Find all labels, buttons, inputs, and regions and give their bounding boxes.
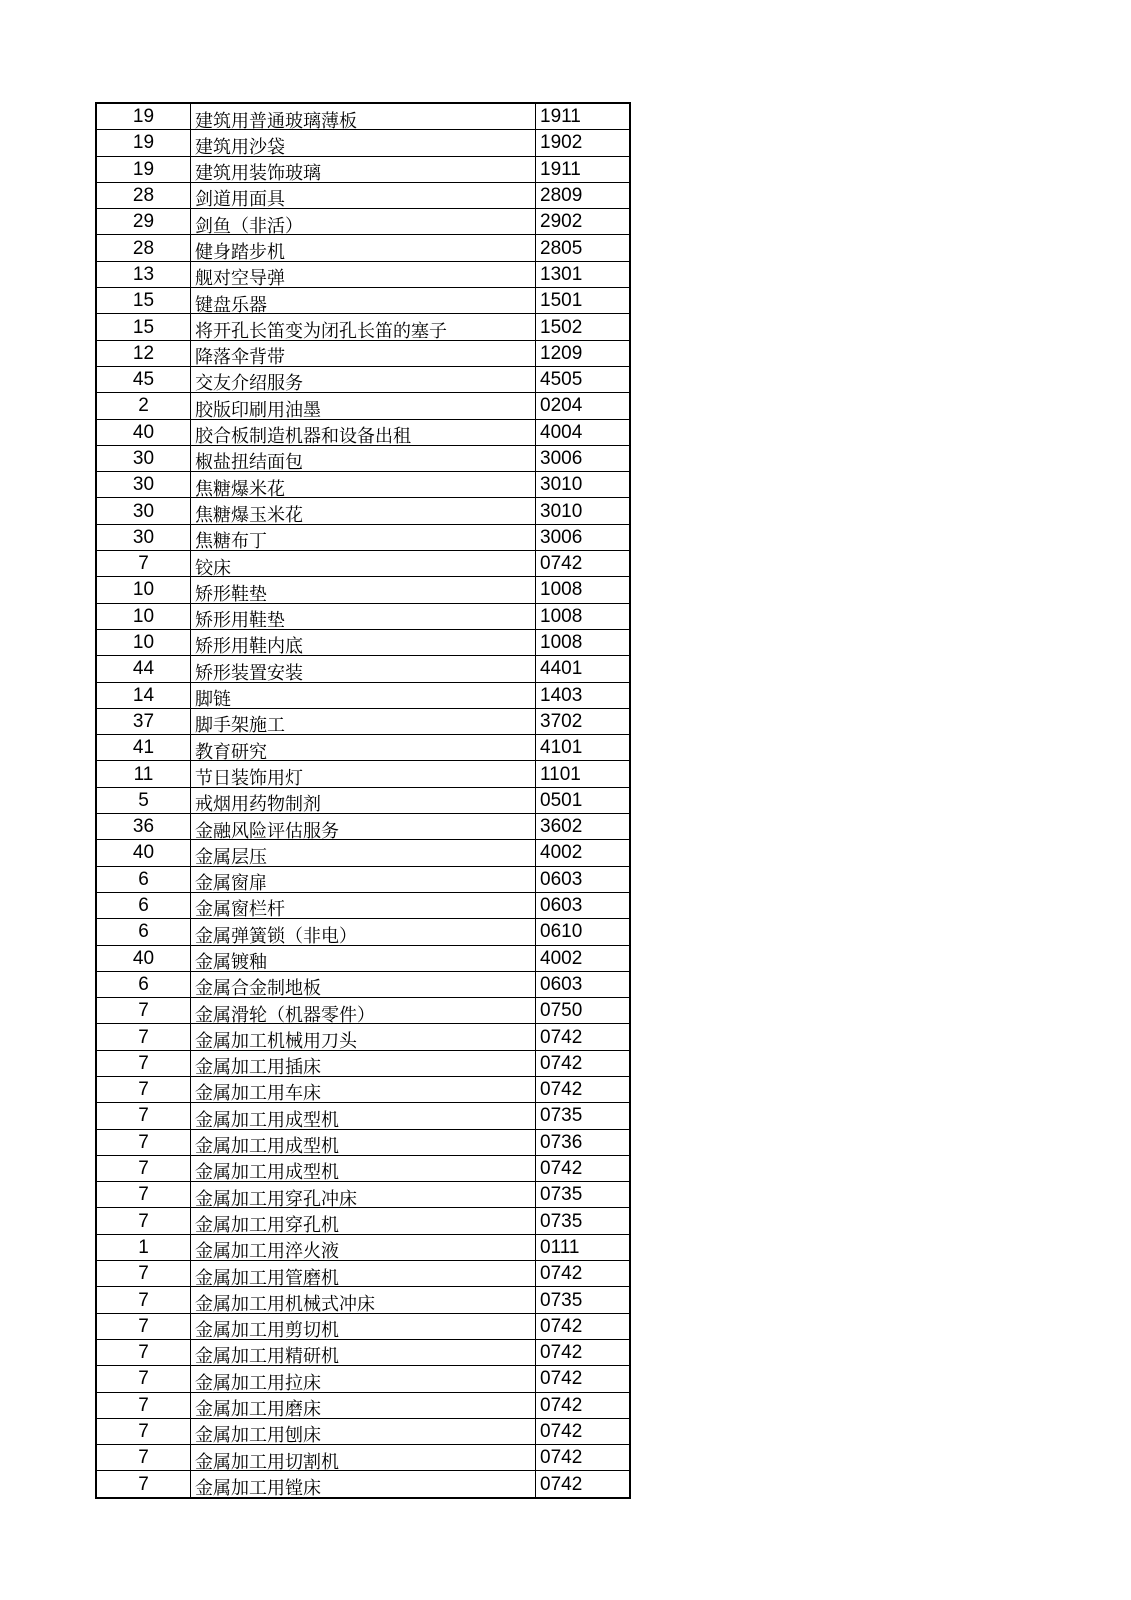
item-name-text: 金属加工用管磨机	[195, 1269, 339, 1287]
item-name-text: 戒烟用药物制剂	[195, 795, 321, 813]
item-name-cell	[191, 103, 536, 130]
group-code-cell: 4401	[536, 656, 631, 682]
class-number-cell: 41	[96, 735, 191, 761]
table-row	[96, 1050, 630, 1076]
table-row	[96, 1445, 630, 1471]
group-code-cell: 3010	[536, 472, 631, 498]
table-row	[96, 366, 630, 392]
table-row	[96, 288, 630, 314]
group-code-cell: 0735	[536, 1287, 631, 1313]
table-row	[96, 1103, 630, 1129]
item-name-text: 舰对空导弹	[195, 269, 285, 287]
item-name-cell	[191, 235, 536, 261]
item-name-cell	[191, 524, 536, 550]
item-name-text: 胶合板制造机器和设备出租	[195, 427, 411, 445]
table-row	[96, 472, 630, 498]
class-number-cell: 19	[96, 130, 191, 156]
item-name-cell	[191, 787, 536, 813]
table-row	[96, 1471, 630, 1498]
item-name-text: 键盘乐器	[195, 296, 267, 314]
class-number-cell: 7	[96, 998, 191, 1024]
item-name-cell	[191, 551, 536, 577]
item-name-text: 降落伞背带	[195, 348, 285, 366]
group-code-cell: 0735	[536, 1208, 631, 1234]
table-row	[96, 103, 630, 130]
item-name-cell	[191, 1208, 536, 1234]
item-name-cell	[191, 735, 536, 761]
group-code-cell: 2809	[536, 182, 631, 208]
group-code-cell: 0603	[536, 892, 631, 918]
group-code-cell: 0735	[536, 1103, 631, 1129]
item-name-text: 矫形用鞋垫	[195, 611, 285, 629]
class-number-cell: 7	[96, 1076, 191, 1102]
table-row	[96, 340, 630, 366]
class-number-cell: 7	[96, 1366, 191, 1392]
table-row	[96, 1261, 630, 1287]
table-row	[96, 1129, 630, 1155]
table-row	[96, 498, 630, 524]
table-row	[96, 577, 630, 603]
class-number-cell: 7	[96, 551, 191, 577]
item-name-cell	[191, 708, 536, 734]
item-name-text: 建筑用装饰玻璃	[195, 164, 321, 182]
table-row	[96, 892, 630, 918]
class-number-cell: 40	[96, 945, 191, 971]
class-number-cell: 44	[96, 656, 191, 682]
class-number-cell: 7	[96, 1313, 191, 1339]
item-name-cell	[191, 393, 536, 419]
table-row	[96, 945, 630, 971]
table-row	[96, 393, 630, 419]
group-code-cell: 1501	[536, 288, 631, 314]
item-name-text: 金属加工用剪切机	[195, 1321, 339, 1339]
group-code-cell: 1209	[536, 340, 631, 366]
table-row	[96, 603, 630, 629]
group-code-cell: 3006	[536, 445, 631, 471]
group-code-cell: 2902	[536, 209, 631, 235]
class-number-cell: 13	[96, 261, 191, 287]
group-code-cell: 0742	[536, 1155, 631, 1181]
item-name-cell	[191, 866, 536, 892]
class-number-cell: 7	[96, 1392, 191, 1418]
class-number-cell: 6	[96, 866, 191, 892]
item-name-cell	[191, 814, 536, 840]
class-number-cell: 7	[96, 1471, 191, 1498]
class-number-cell: 2	[96, 393, 191, 419]
item-name-text: 矫形鞋垫	[195, 585, 267, 603]
group-code-cell: 0742	[536, 1471, 631, 1498]
class-number-cell: 30	[96, 498, 191, 524]
group-code-cell: 1301	[536, 261, 631, 287]
group-code-cell: 3006	[536, 524, 631, 550]
class-number-cell: 7	[96, 1103, 191, 1129]
item-name-cell	[191, 1182, 536, 1208]
group-code-cell: 4505	[536, 366, 631, 392]
class-number-cell: 7	[96, 1339, 191, 1365]
group-code-cell: 0736	[536, 1129, 631, 1155]
group-code-cell: 0742	[536, 1313, 631, 1339]
group-code-cell: 4002	[536, 840, 631, 866]
group-code-cell: 0742	[536, 1261, 631, 1287]
item-name-text: 金属加工用精研机	[195, 1347, 339, 1365]
group-code-cell: 0742	[536, 1024, 631, 1050]
item-name-cell	[191, 682, 536, 708]
item-name-cell	[191, 1418, 536, 1444]
item-name-cell	[191, 971, 536, 997]
class-number-cell: 7	[96, 1418, 191, 1444]
class-number-cell: 30	[96, 472, 191, 498]
table-row	[96, 1076, 630, 1102]
table-row	[96, 1418, 630, 1444]
class-number-cell: 28	[96, 235, 191, 261]
item-name-text: 焦糖爆玉米花	[195, 506, 303, 524]
table-row	[96, 1392, 630, 1418]
group-code-cell: 0603	[536, 866, 631, 892]
item-name-cell	[191, 1076, 536, 1102]
item-name-text: 胶版印刷用油墨	[195, 401, 321, 419]
table-row	[96, 130, 630, 156]
table-row	[96, 1366, 630, 1392]
item-name-cell	[191, 261, 536, 287]
class-number-cell: 11	[96, 761, 191, 787]
item-name-cell	[191, 761, 536, 787]
class-number-cell: 5	[96, 787, 191, 813]
item-name-text: 将开孔长笛变为闭孔长笛的塞子	[195, 322, 447, 340]
group-code-cell: 0204	[536, 393, 631, 419]
class-number-cell: 7	[96, 1129, 191, 1155]
class-number-cell: 19	[96, 156, 191, 182]
item-name-cell	[191, 998, 536, 1024]
group-code-cell: 0742	[536, 1392, 631, 1418]
item-name-text: 金属加工用穿孔机	[195, 1216, 339, 1234]
class-number-cell: 15	[96, 314, 191, 340]
table-row	[96, 735, 630, 761]
table-row	[96, 156, 630, 182]
item-name-cell	[191, 892, 536, 918]
item-name-text: 剑道用面具	[195, 190, 285, 208]
group-code-cell: 0742	[536, 1445, 631, 1471]
item-name-cell	[191, 314, 536, 340]
item-name-text: 金属加工用淬火液	[195, 1242, 339, 1260]
item-name-text: 金属加工用刨床	[195, 1426, 321, 1444]
class-number-cell: 7	[96, 1261, 191, 1287]
class-number-cell: 37	[96, 708, 191, 734]
group-code-cell: 4101	[536, 735, 631, 761]
table-row	[96, 814, 630, 840]
item-name-cell	[191, 340, 536, 366]
class-number-cell: 7	[96, 1050, 191, 1076]
item-name-text: 金属加工用穿孔冲床	[195, 1190, 357, 1208]
item-name-text: 金属窗扉	[195, 874, 267, 892]
class-number-cell: 6	[96, 892, 191, 918]
group-code-cell: 3010	[536, 498, 631, 524]
class-number-cell: 10	[96, 629, 191, 655]
item-name-text: 金融风险评估服务	[195, 822, 339, 840]
item-name-text: 金属加工机械用刀头	[195, 1032, 357, 1050]
class-number-cell: 7	[96, 1287, 191, 1313]
class-number-cell: 29	[96, 209, 191, 235]
item-name-cell	[191, 156, 536, 182]
item-name-text: 金属窗栏杆	[195, 900, 285, 918]
table-row	[96, 971, 630, 997]
table-row	[96, 419, 630, 445]
item-name-cell	[191, 288, 536, 314]
table-row	[96, 1155, 630, 1181]
class-number-cell: 19	[132, 106, 155, 128]
table-row	[96, 840, 630, 866]
item-name-text: 矫形用鞋内底	[195, 637, 303, 655]
group-code-cell: 1902	[536, 130, 631, 156]
class-number-cell: 40	[96, 840, 191, 866]
class-number-cell: 7	[96, 1208, 191, 1234]
item-name-cell	[191, 182, 536, 208]
item-name-text: 铰床	[195, 559, 231, 577]
class-number-cell: 28	[96, 182, 191, 208]
item-name-text: 金属加工用磨床	[195, 1400, 321, 1418]
item-name-cell	[191, 1024, 536, 1050]
group-code-cell: 1008	[536, 577, 631, 603]
table-row	[96, 182, 630, 208]
class-number-cell: 36	[96, 814, 191, 840]
item-name-cell	[191, 1103, 536, 1129]
item-name-text: 建筑用普通玻璃薄板	[195, 112, 357, 130]
item-name-cell	[191, 472, 536, 498]
group-code-cell: 0742	[536, 1050, 631, 1076]
item-name-cell	[191, 1366, 536, 1392]
item-name-text: 健身踏步机	[195, 243, 285, 261]
item-name-text: 金属加工用车床	[195, 1084, 321, 1102]
table-row	[96, 708, 630, 734]
class-number-cell: 1	[96, 1234, 191, 1260]
class-number-cell: 7	[96, 1024, 191, 1050]
class-number-cell: 30	[96, 445, 191, 471]
item-name-cell	[191, 1050, 536, 1076]
table-row	[96, 1287, 630, 1313]
group-code-cell: 0742	[536, 1076, 631, 1102]
item-name-cell	[191, 1129, 536, 1155]
item-name-cell	[191, 130, 536, 156]
group-code-cell: 3702	[536, 708, 631, 734]
table-row	[96, 314, 630, 340]
group-code-cell: 0742	[536, 1339, 631, 1365]
class-number-cell: 30	[96, 524, 191, 550]
group-code-cell: 1008	[536, 629, 631, 655]
item-name-text: 金属加工用成型机	[195, 1137, 339, 1155]
table-row	[96, 209, 630, 235]
item-name-text: 教育研究	[195, 743, 267, 761]
item-name-text: 金属加工用镗床	[195, 1477, 321, 1498]
item-name-text: 剑鱼（非活）	[195, 217, 303, 235]
item-name-text: 矫形装置安装	[195, 664, 303, 682]
item-name-cell	[191, 1261, 536, 1287]
item-name-cell	[191, 209, 536, 235]
group-code-cell: 0610	[536, 919, 631, 945]
table-row	[96, 1208, 630, 1234]
item-name-text: 建筑用沙袋	[195, 138, 285, 156]
item-name-text: 椒盐扭结面包	[195, 453, 303, 471]
class-number-cell: 15	[96, 288, 191, 314]
group-code-cell: 0735	[536, 1182, 631, 1208]
item-name-cell	[191, 1155, 536, 1181]
class-number-cell: 14	[96, 682, 191, 708]
item-name-cell	[191, 629, 536, 655]
group-code-cell: 3602	[536, 814, 631, 840]
item-name-cell	[191, 919, 536, 945]
table-row	[96, 998, 630, 1024]
class-number-cell: 6	[96, 919, 191, 945]
class-number-cell: 10	[96, 603, 191, 629]
group-code-cell: 2805	[536, 235, 631, 261]
goods-classification-table	[95, 102, 631, 1499]
item-name-cell	[191, 1287, 536, 1313]
group-code-cell: 1911	[536, 103, 631, 130]
item-name-cell	[191, 1339, 536, 1365]
group-code-cell: 0501	[536, 787, 631, 813]
item-name-text: 金属加工用插床	[195, 1058, 321, 1076]
item-name-text: 金属弹簧锁（非电）	[195, 927, 357, 945]
item-name-text: 金属加工用成型机	[195, 1111, 339, 1129]
table-row	[96, 1339, 630, 1365]
item-name-cell	[191, 419, 536, 445]
item-name-cell	[191, 366, 536, 392]
table-row	[96, 629, 630, 655]
item-name-text: 金属加工用机械式冲床	[195, 1295, 375, 1313]
item-name-text: 金属合金制地板	[195, 979, 321, 997]
group-code-cell: 4004	[536, 419, 631, 445]
item-name-text: 节日装饰用灯	[195, 769, 303, 787]
item-name-text: 脚手架施工	[195, 716, 285, 734]
group-code-cell: 0742	[536, 551, 631, 577]
item-name-text: 焦糖布丁	[195, 532, 267, 550]
item-name-cell	[191, 1445, 536, 1471]
class-number-cell: 10	[96, 577, 191, 603]
table-row	[96, 551, 630, 577]
class-number-cell: 12	[96, 340, 191, 366]
item-name-text: 脚链	[195, 690, 231, 708]
table-row	[96, 682, 630, 708]
item-name-cell	[191, 445, 536, 471]
table-row	[96, 1234, 630, 1260]
table-row	[96, 524, 630, 550]
group-code-cell: 1008	[536, 603, 631, 629]
table-row	[96, 1313, 630, 1339]
item-name-text: 交友介绍服务	[195, 374, 303, 392]
group-code-cell: 0111	[536, 1234, 631, 1260]
table-row	[96, 866, 630, 892]
item-name-cell	[191, 1471, 536, 1498]
table-row	[96, 235, 630, 261]
item-name-cell	[191, 656, 536, 682]
group-code-cell: 1502	[536, 314, 631, 340]
item-name-text: 金属镀釉	[195, 953, 267, 971]
class-number-cell: 7	[96, 1182, 191, 1208]
table-row	[96, 445, 630, 471]
item-name-cell	[191, 498, 536, 524]
item-name-cell	[191, 1392, 536, 1418]
item-name-text: 金属加工用成型机	[195, 1163, 339, 1181]
item-name-cell	[191, 1313, 536, 1339]
item-name-text: 金属加工用拉床	[195, 1374, 321, 1392]
item-name-text: 焦糖爆米花	[195, 480, 285, 498]
table-body	[96, 103, 630, 1498]
item-name-cell	[191, 603, 536, 629]
table-row	[96, 919, 630, 945]
item-name-cell	[191, 840, 536, 866]
table-row	[96, 656, 630, 682]
table-row	[96, 787, 630, 813]
group-code-cell: 0603	[536, 971, 631, 997]
table-row	[96, 761, 630, 787]
group-code-cell: 1911	[536, 156, 631, 182]
class-number-cell: 40	[96, 419, 191, 445]
item-name-text: 金属滑轮（机器零件）	[195, 1006, 375, 1024]
group-code-cell: 1403	[536, 682, 631, 708]
group-code-cell: 1101	[536, 761, 631, 787]
item-name-cell	[191, 577, 536, 603]
group-code-cell: 0742	[536, 1366, 631, 1392]
group-code-cell: 0742	[536, 1418, 631, 1444]
item-name-cell	[191, 945, 536, 971]
item-name-cell	[191, 1234, 536, 1260]
class-number-cell: 45	[96, 366, 191, 392]
group-code-cell: 4002	[536, 945, 631, 971]
item-name-text: 金属加工用切割机	[195, 1453, 339, 1471]
item-name-text: 金属层压	[195, 848, 267, 866]
table-row	[96, 1182, 630, 1208]
table-row	[96, 1024, 630, 1050]
class-number-cell: 6	[96, 971, 191, 997]
class-number-cell: 7	[96, 1155, 191, 1181]
table-row	[96, 261, 630, 287]
class-number-cell: 7	[96, 1445, 191, 1471]
group-code-cell: 0750	[536, 998, 631, 1024]
